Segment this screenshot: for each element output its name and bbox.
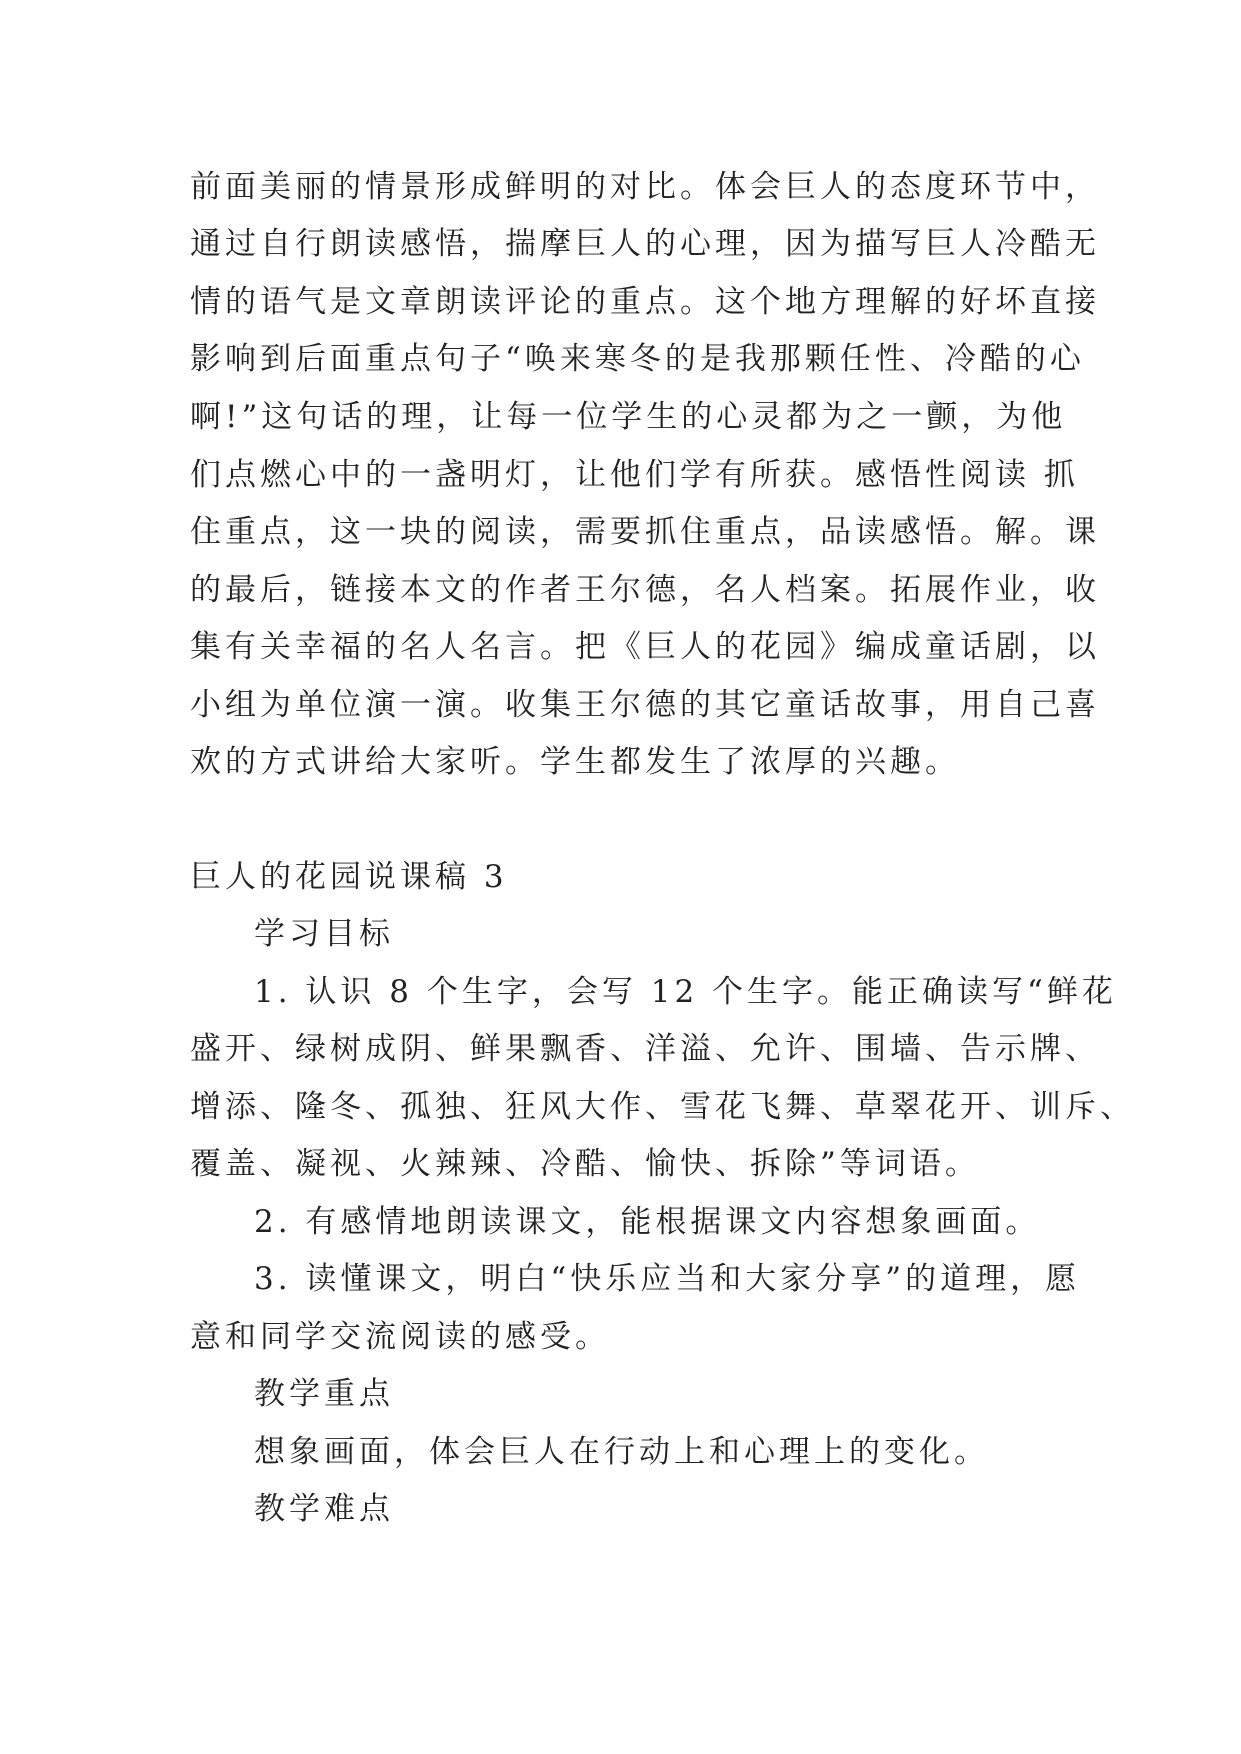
paragraph-line: 盛开、绿树成阴、鲜果飘香、洋溢、允许、围墙、告示牌、 <box>190 1031 1100 1067</box>
section-title: 巨人的花园说课稿 3 <box>190 859 508 895</box>
paragraph-line: 通过自行朗读感悟，揣摩巨人的心理，因为描写巨人冷酷无 <box>190 226 1100 262</box>
paragraph-line: 情的语气是文章朗读评论的重点。这个地方理解的好坏直接 <box>190 284 1100 320</box>
paragraph-line: 增添、隆冬、孤独、狂风大作、雪花飞舞、草翠花开、训斥、 <box>190 1089 1135 1125</box>
paragraph-line: 们点燃心中的一盏明灯，让他们学有所获。感悟性阅读 抓 <box>190 457 1079 493</box>
paragraph-line: 小组为单位演一演。收集王尔德的其它童话故事，用自己喜 <box>190 687 1100 723</box>
paragraph-line: 集有关幸福的名人名言。把《巨人的花园》编成童话剧，以 <box>190 629 1100 665</box>
subheading-learning-goals: 学习目标 <box>254 916 394 952</box>
paragraph-line: 住重点，这一块的阅读，需要抓住重点，品读感悟。解。课 <box>190 514 1100 550</box>
paragraph-line: 3. 读懂课文，明白“快乐应当和大家分享”的道理，愿 <box>254 1261 1081 1297</box>
paragraph-line: 欢的方式讲给大家听。学生都发生了浓厚的兴趣。 <box>190 744 960 780</box>
paragraph-line: 2. 有感情地朗读课文，能根据课文内容想象画面。 <box>254 1204 1041 1240</box>
paragraph-line: 意和同学交流阅读的感受。 <box>190 1319 610 1355</box>
paragraph-line: 前面美丽的情景形成鲜明的对比。体会巨人的态度环节中， <box>190 169 1100 205</box>
paragraph-line: 想象画面，体会巨人在行动上和心理上的变化。 <box>254 1434 989 1470</box>
paragraph-line: 啊!”这句话的理，让每一位学生的心灵都为之一颤，为他 <box>190 399 1067 435</box>
paragraph-line: 的最后，链接本文的作者王尔德，名人档案。拓展作业，收 <box>190 572 1100 608</box>
subheading-teaching-focus: 教学重点 <box>254 1376 394 1412</box>
paragraph-line: 影响到后面重点句子“唤来寒冬的是我那颗任性、冷酷的心 <box>190 341 1085 377</box>
paragraph-line: 1. 认识 8 个生字，会写 12 个生字。能正确读写“鲜花 <box>254 974 1117 1010</box>
subheading-teaching-difficulty: 教学难点 <box>254 1491 394 1527</box>
paragraph-line: 覆盖、凝视、火辣辣、冷酷、愉快、拆除”等词语。 <box>190 1146 980 1182</box>
